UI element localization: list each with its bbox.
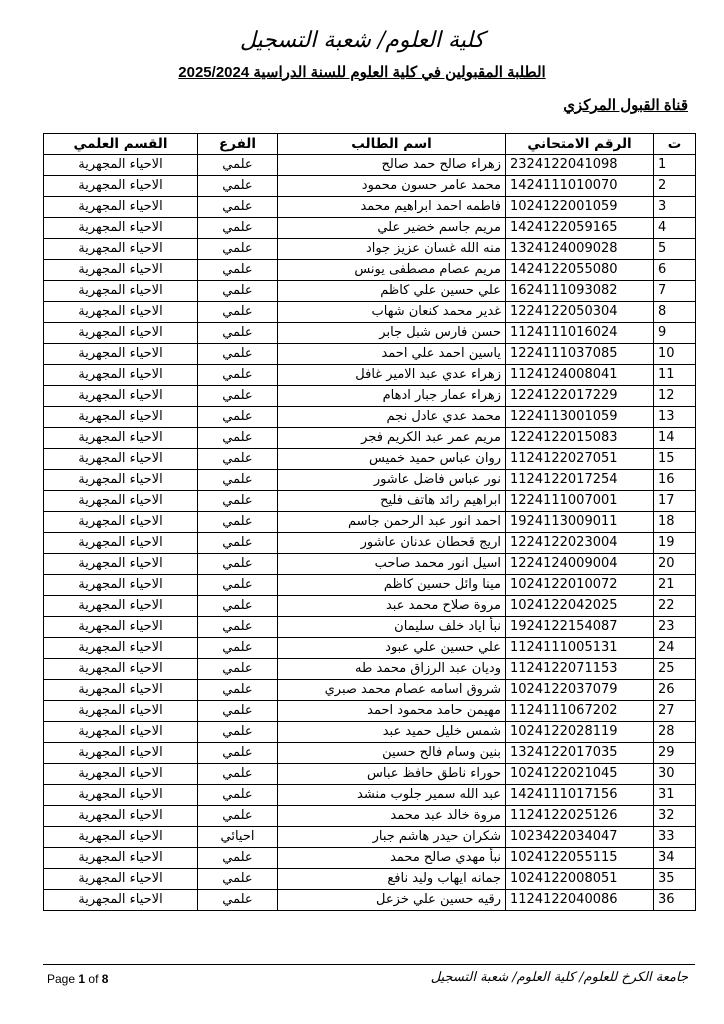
cell-exam: 1124122025126 [506, 806, 654, 827]
cell-dept: الاحياء المجهرية [44, 533, 198, 554]
cell-dept: الاحياء المجهرية [44, 890, 198, 911]
cell-name: علي حسين علي كاظم [278, 281, 506, 302]
cell-dept: الاحياء المجهرية [44, 470, 198, 491]
cell-exam: 1024122042025 [506, 596, 654, 617]
cell-exam: 1324122017035 [506, 743, 654, 764]
cell-branch: علمي [198, 743, 278, 764]
cell-exam: 1124111067202 [506, 701, 654, 722]
cell-branch: علمي [198, 155, 278, 176]
cell-name: شمس خليل حميد عبد [278, 722, 506, 743]
cell-no: 16 [654, 470, 696, 491]
cell-dept: الاحياء المجهرية [44, 869, 198, 890]
cell-no: 13 [654, 407, 696, 428]
cell-branch: علمي [198, 722, 278, 743]
cell-dept: الاحياء المجهرية [44, 827, 198, 848]
cell-branch: علمي [198, 890, 278, 911]
cell-no: 36 [654, 890, 696, 911]
cell-branch: علمي [198, 281, 278, 302]
cell-dept: الاحياء المجهرية [44, 512, 198, 533]
cell-no: 14 [654, 428, 696, 449]
cell-no: 1 [654, 155, 696, 176]
cell-dept: الاحياء المجهرية [44, 407, 198, 428]
column-header-student-name: اسم الطالب [278, 134, 506, 155]
cell-name: حوراء ناطق حافظ عباس [278, 764, 506, 785]
page-current: 1 [78, 972, 86, 986]
cell-exam: 1424122059165 [506, 218, 654, 239]
table-row [44, 701, 696, 722]
cell-branch: علمي [198, 785, 278, 806]
cell-no: 12 [654, 386, 696, 407]
table-row [44, 155, 696, 176]
cell-branch: علمي [198, 680, 278, 701]
cell-branch: علمي [198, 197, 278, 218]
cell-no: 32 [654, 806, 696, 827]
cell-dept: الاحياء المجهرية [44, 575, 198, 596]
cell-branch: علمي [198, 386, 278, 407]
cell-exam: 2324122041098 [506, 155, 654, 176]
cell-exam: 1924113009011 [506, 512, 654, 533]
cell-exam: 1124124008041 [506, 365, 654, 386]
cell-branch: احيائي [198, 827, 278, 848]
cell-branch: علمي [198, 302, 278, 323]
cell-name: محمد عامر حسون محمود [278, 176, 506, 197]
table-row [44, 260, 696, 281]
cell-name: مريم عصام مصطفى يونس [278, 260, 506, 281]
cell-branch: علمي [198, 575, 278, 596]
cell-exam: 1624111093082 [506, 281, 654, 302]
cell-dept: الاحياء المجهرية [44, 386, 198, 407]
cell-name: فاطمه احمد ابراهيم محمد [278, 197, 506, 218]
table-row [44, 680, 696, 701]
column-header-branch: الفرع [198, 134, 278, 155]
table-row [44, 302, 696, 323]
cell-name: روان عباس حميد خميس [278, 449, 506, 470]
table-row [44, 575, 696, 596]
cell-no: 29 [654, 743, 696, 764]
cell-dept: الاحياء المجهرية [44, 638, 198, 659]
cell-exam: 1024122028119 [506, 722, 654, 743]
cell-dept: الاحياء المجهرية [44, 701, 198, 722]
cell-no: 15 [654, 449, 696, 470]
cell-exam: 1424111017156 [506, 785, 654, 806]
cell-no: 31 [654, 785, 696, 806]
cell-exam: 1024122021045 [506, 764, 654, 785]
column-header-department: القسم العلمي [44, 134, 198, 155]
admitted-students-table [43, 133, 696, 911]
cell-branch: علمي [198, 533, 278, 554]
cell-no: 35 [654, 869, 696, 890]
cell-no: 17 [654, 491, 696, 512]
cell-no: 2 [654, 176, 696, 197]
column-header-no: ت [654, 134, 696, 155]
table-row [44, 638, 696, 659]
table-row [44, 848, 696, 869]
cell-branch: علمي [198, 218, 278, 239]
table-row [44, 344, 696, 365]
cell-dept: الاحياء المجهرية [44, 722, 198, 743]
cell-branch: علمي [198, 869, 278, 890]
cell-exam: 1024122008051 [506, 869, 654, 890]
cell-dept: الاحياء المجهرية [44, 449, 198, 470]
cell-exam: 1024122055115 [506, 848, 654, 869]
cell-dept: الاحياء المجهرية [44, 281, 198, 302]
cell-name: علي حسين علي عبود [278, 638, 506, 659]
cell-exam: 1324124009028 [506, 239, 654, 260]
cell-dept: الاحياء المجهرية [44, 596, 198, 617]
cell-no: 18 [654, 512, 696, 533]
cell-name: منه الله غسان عزيز جواد [278, 239, 506, 260]
cell-name: ياسين احمد علي احمد [278, 344, 506, 365]
cell-exam: 1124111016024 [506, 323, 654, 344]
table-row [44, 470, 696, 491]
page-total: 8 [101, 972, 109, 986]
cell-dept: الاحياء المجهرية [44, 785, 198, 806]
cell-branch: علمي [198, 176, 278, 197]
cell-branch: علمي [198, 659, 278, 680]
college-handwritten-header: كلية العلوم/ شعبة التسجيل [239, 28, 485, 53]
table-row [44, 512, 696, 533]
table-row [44, 533, 696, 554]
cell-exam: 1924122154087 [506, 617, 654, 638]
cell-dept: الاحياء المجهرية [44, 323, 198, 344]
cell-dept: الاحياء المجهرية [44, 428, 198, 449]
cell-name: نور عباس فاضل عاشور [278, 470, 506, 491]
cell-dept: الاحياء المجهرية [44, 239, 198, 260]
cell-no: 25 [654, 659, 696, 680]
cell-name: وديان عبد الرزاق محمد طه [278, 659, 506, 680]
table-row [44, 764, 696, 785]
cell-name: اريج قحطان عدنان عاشور [278, 533, 506, 554]
cell-exam: 1424111010070 [506, 176, 654, 197]
table-row [44, 659, 696, 680]
cell-exam: 1224122050304 [506, 302, 654, 323]
cell-dept: الاحياء المجهرية [44, 680, 198, 701]
footer-office-signature: جامعة الكرخ للعلوم/ كلية العلوم/ شعبة التسجيل [430, 970, 688, 985]
table-row [44, 449, 696, 470]
cell-branch: علمي [198, 848, 278, 869]
cell-no: 10 [654, 344, 696, 365]
cell-no: 22 [654, 596, 696, 617]
cell-exam: 1224122023004 [506, 533, 654, 554]
cell-no: 23 [654, 617, 696, 638]
cell-no: 4 [654, 218, 696, 239]
cell-name: اسيل انور محمد صاحب [278, 554, 506, 575]
cell-branch: علمي [198, 617, 278, 638]
cell-no: 24 [654, 638, 696, 659]
cell-no: 30 [654, 764, 696, 785]
table-row [44, 365, 696, 386]
table-row [44, 197, 696, 218]
table-row [44, 323, 696, 344]
cell-exam: 1224124009004 [506, 554, 654, 575]
cell-dept: الاحياء المجهرية [44, 848, 198, 869]
cell-name: زهراء عدي عبد الامير غافل [278, 365, 506, 386]
cell-no: 3 [654, 197, 696, 218]
cell-no: 33 [654, 827, 696, 848]
cell-branch: علمي [198, 449, 278, 470]
cell-name: مريم جاسم خضير علي [278, 218, 506, 239]
cell-dept: الاحياء المجهرية [44, 218, 198, 239]
table-row [44, 827, 696, 848]
cell-branch: علمي [198, 491, 278, 512]
cell-dept: الاحياء المجهرية [44, 554, 198, 575]
cell-dept: الاحياء المجهرية [44, 176, 198, 197]
cell-branch: علمي [198, 764, 278, 785]
cell-dept: الاحياء المجهرية [44, 491, 198, 512]
page-title: الطلبة المقبولين في كلية العلوم للسنة الدراسية 2025/2024 [178, 64, 546, 81]
cell-dept: الاحياء المجهرية [44, 344, 198, 365]
table-row [44, 281, 696, 302]
cell-dept: الاحياء المجهرية [44, 659, 198, 680]
cell-no: 11 [654, 365, 696, 386]
table-row [44, 869, 696, 890]
cell-branch: علمي [198, 344, 278, 365]
table-row [44, 785, 696, 806]
cell-no: 19 [654, 533, 696, 554]
cell-name: نبأ مهدي صالح محمد [278, 848, 506, 869]
cell-no: 26 [654, 680, 696, 701]
cell-exam: 1224111037085 [506, 344, 654, 365]
cell-name: زهراء عمار جبار ادهام [278, 386, 506, 407]
table-row [44, 218, 696, 239]
cell-branch: علمي [198, 512, 278, 533]
cell-no: 21 [654, 575, 696, 596]
cell-name: مروة صلاح محمد عبد [278, 596, 506, 617]
cell-exam: 1124122027051 [506, 449, 654, 470]
cell-name: عبد الله سمير جلوب منشد [278, 785, 506, 806]
cell-no: 20 [654, 554, 696, 575]
cell-dept: الاحياء المجهرية [44, 155, 198, 176]
page-label: Page [47, 972, 76, 986]
page-number [47, 972, 108, 986]
cell-branch: علمي [198, 365, 278, 386]
cell-branch: علمي [198, 701, 278, 722]
table-row [44, 407, 696, 428]
cell-exam: 1124122040086 [506, 890, 654, 911]
cell-branch: علمي [198, 554, 278, 575]
table-row [44, 890, 696, 911]
cell-name: بنين وسام فالح حسين [278, 743, 506, 764]
cell-dept: الاحياء المجهرية [44, 302, 198, 323]
cell-exam: 1224122017229 [506, 386, 654, 407]
cell-no: 27 [654, 701, 696, 722]
cell-name: غدير محمد كنعان شهاب [278, 302, 506, 323]
page-of: of [88, 972, 99, 986]
cell-dept: الاحياء المجهرية [44, 260, 198, 281]
cell-exam: 1124122071153 [506, 659, 654, 680]
cell-dept: الاحياء المجهرية [44, 806, 198, 827]
admission-channel-heading: قناة القبول المركزي [563, 97, 688, 114]
cell-no: 34 [654, 848, 696, 869]
table-row [44, 617, 696, 638]
cell-exam: 1224111007001 [506, 491, 654, 512]
cell-no: 8 [654, 302, 696, 323]
cell-name: نبأ اياد خلف سليمان [278, 617, 506, 638]
footer-divider [43, 964, 695, 965]
cell-name: زهراء صالح حمد صالح [278, 155, 506, 176]
cell-branch: علمي [198, 407, 278, 428]
cell-branch: علمي [198, 470, 278, 491]
cell-exam: 1224122015083 [506, 428, 654, 449]
table-row [44, 176, 696, 197]
cell-name: احمد انور عبد الرحمن جاسم [278, 512, 506, 533]
cell-exam: 1124122017254 [506, 470, 654, 491]
cell-exam: 1424122055080 [506, 260, 654, 281]
cell-branch: علمي [198, 260, 278, 281]
cell-branch: علمي [198, 638, 278, 659]
cell-branch: علمي [198, 239, 278, 260]
table-row [44, 386, 696, 407]
table-row [44, 806, 696, 827]
cell-name: محمد عدي عادل نجم [278, 407, 506, 428]
cell-name: ابراهيم رائد هاتف فليح [278, 491, 506, 512]
table-row [44, 743, 696, 764]
cell-no: 5 [654, 239, 696, 260]
column-header-exam-number: الرقم الامتحاني [506, 134, 654, 155]
table-body [44, 155, 696, 911]
cell-exam: 1124111005131 [506, 638, 654, 659]
cell-dept: الاحياء المجهرية [44, 197, 198, 218]
cell-exam: 1024122037079 [506, 680, 654, 701]
cell-name: رقيه حسين علي خزعل [278, 890, 506, 911]
table-row [44, 239, 696, 260]
cell-name: حسن فارس شبل جابر [278, 323, 506, 344]
cell-no: 6 [654, 260, 696, 281]
cell-exam: 1023422034047 [506, 827, 654, 848]
table-row [44, 428, 696, 449]
cell-no: 28 [654, 722, 696, 743]
cell-exam: 1224113001059 [506, 407, 654, 428]
cell-name: مريم عمر عبد الكريم فجر [278, 428, 506, 449]
cell-branch: علمي [198, 806, 278, 827]
table-row [44, 722, 696, 743]
cell-dept: الاحياء المجهرية [44, 617, 198, 638]
cell-name: شروق اسامه عصام محمد صبري [278, 680, 506, 701]
cell-exam: 1024122010072 [506, 575, 654, 596]
cell-name: مينا وائل حسين كاظم [278, 575, 506, 596]
cell-dept: الاحياء المجهرية [44, 764, 198, 785]
table-header-row [44, 134, 696, 155]
cell-name: مهيمن حامد محمود احمد [278, 701, 506, 722]
table-row [44, 554, 696, 575]
cell-name: مروة خالد عبد محمد [278, 806, 506, 827]
cell-dept: الاحياء المجهرية [44, 743, 198, 764]
cell-exam: 1024122001059 [506, 197, 654, 218]
cell-branch: علمي [198, 428, 278, 449]
cell-name: جمانه ايهاب وليد نافع [278, 869, 506, 890]
cell-branch: علمي [198, 596, 278, 617]
cell-no: 7 [654, 281, 696, 302]
cell-dept: الاحياء المجهرية [44, 365, 198, 386]
cell-no: 9 [654, 323, 696, 344]
table-row [44, 596, 696, 617]
cell-branch: علمي [198, 323, 278, 344]
cell-name: شكران حيدر هاشم جبار [278, 827, 506, 848]
table-row [44, 491, 696, 512]
